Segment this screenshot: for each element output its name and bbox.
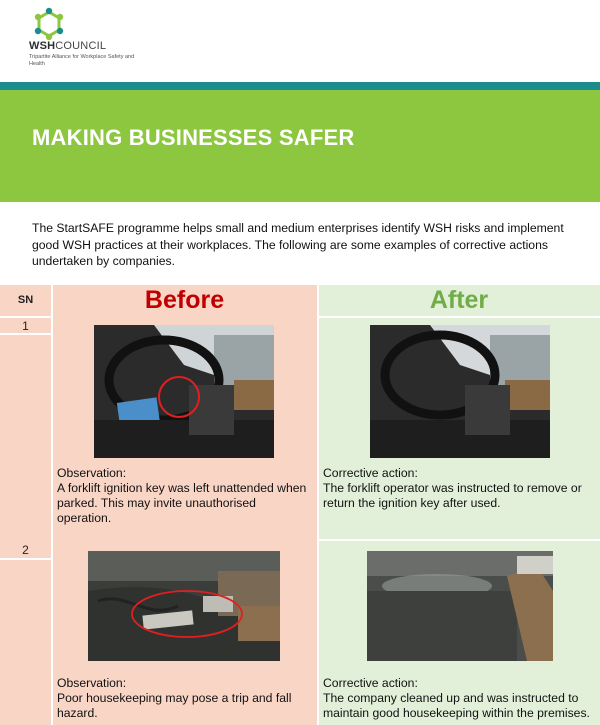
observation-label: Observation: <box>57 466 127 480</box>
before-after-table <box>0 285 600 725</box>
corrective-action-label: Corrective action: <box>323 466 418 480</box>
row-divider <box>318 316 600 318</box>
after-header: After <box>429 286 489 314</box>
row-number: 2 <box>22 543 29 557</box>
before-photo-forklift <box>94 325 274 458</box>
observation-caption <box>57 676 312 721</box>
corrective-action-caption <box>323 466 595 511</box>
corrective-action-label: Corrective action: <box>323 676 418 690</box>
corrective-action-text: The company cleaned up and was instructed to maintain good housekeeping within the premises. <box>323 691 590 720</box>
corrective-action-text: The forklift operator was instructed to remove or return the ignition key after used. <box>323 481 582 510</box>
intro-paragraph: The StartSAFE programme helps small and medium enterprises identify WSH risks and implement good WSH practices at their workplaces. The following are some examples of corrective actions undertaken by companies. <box>32 221 564 268</box>
page-title: MAKING BUSINESSES SAFER <box>32 125 355 150</box>
after-photo-forklift <box>370 325 550 458</box>
logo-wordmark: WSHCOUNCIL <box>29 40 107 52</box>
row-divider <box>0 558 51 560</box>
teal-divider-bar <box>0 82 600 90</box>
row-divider <box>0 316 51 318</box>
page-header <box>0 0 600 82</box>
observation-text: A forklift ignition key was left unattended when parked. This may invite unauthorised operation. <box>57 481 307 525</box>
before-header: Before <box>144 286 225 314</box>
logo-tagline: Tripartite Alliance for Workplace Safety and Health <box>29 54 135 67</box>
title-banner <box>0 90 600 202</box>
observation-caption <box>57 466 312 526</box>
row-divider <box>0 333 51 335</box>
wsh-council-logo <box>29 6 169 68</box>
after-photo-housekeeping <box>367 551 553 661</box>
observation-text: Poor housekeeping may pose a trip and fall hazard. <box>57 691 292 720</box>
row-number: 1 <box>22 319 29 333</box>
column-divider <box>317 285 319 725</box>
row-divider <box>318 539 600 541</box>
before-photo-housekeeping <box>88 551 280 661</box>
column-divider <box>51 285 53 725</box>
observation-label: Observation: <box>57 676 127 690</box>
corrective-action-caption <box>323 676 597 721</box>
sn-column <box>0 285 51 725</box>
sn-header: SN <box>17 294 34 306</box>
